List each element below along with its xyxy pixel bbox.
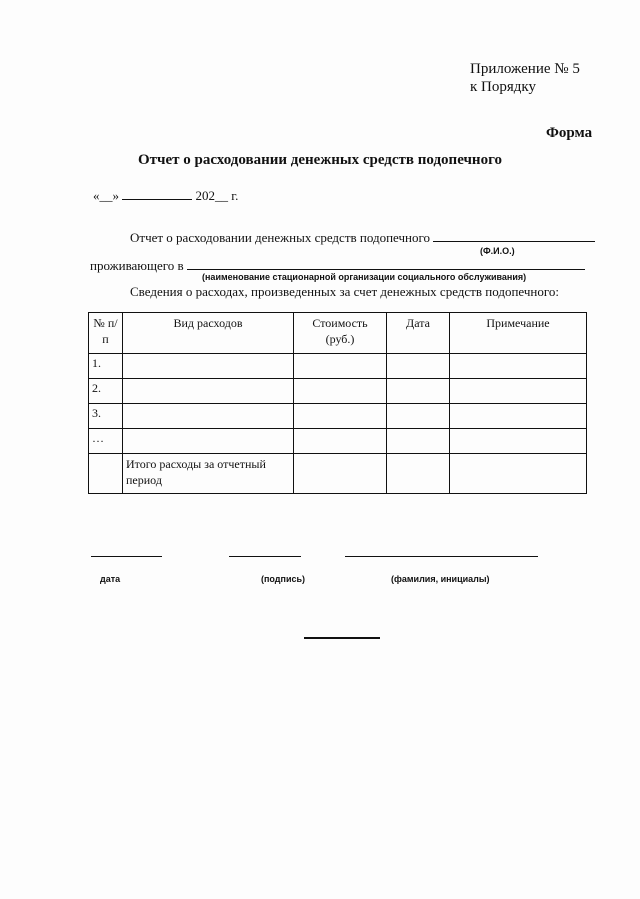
cost-cell[interactable]	[294, 404, 387, 429]
year-field[interactable]: 202__ г.	[195, 188, 239, 203]
expenses-table	[88, 312, 587, 494]
day-field[interactable]: «__»	[93, 188, 119, 203]
expense-type-cell[interactable]	[123, 354, 294, 379]
expense-type-cell[interactable]	[123, 404, 294, 429]
note-cell[interactable]	[450, 429, 587, 454]
header-date: Дата	[387, 313, 450, 354]
month-field[interactable]	[122, 187, 192, 200]
row-number: 1.	[89, 354, 123, 379]
cost-cell[interactable]	[294, 429, 387, 454]
date-cell[interactable]	[387, 404, 450, 429]
total-label-cell: Итого расходы за отчетный период	[123, 454, 294, 494]
expenses-info: Сведения о расходах, произведенных за счет денежных средств подопечного:	[130, 284, 559, 299]
fio-hint: (Ф.И.О.)	[480, 246, 515, 256]
table-row	[89, 354, 587, 379]
date-cell[interactable]	[387, 379, 450, 404]
header-note: Примечание	[450, 313, 587, 354]
row-number: 2.	[89, 379, 123, 404]
report-line	[130, 229, 595, 246]
appendix-reference	[470, 60, 580, 96]
date-cell[interactable]	[387, 354, 450, 379]
name-label: (фамилия, инициалы)	[391, 574, 490, 584]
table-row	[89, 404, 587, 429]
total-date-cell[interactable]	[387, 454, 450, 494]
date-signature-line[interactable]	[91, 556, 162, 557]
total-cost-cell[interactable]	[294, 454, 387, 494]
row-number: 3.	[89, 404, 123, 429]
end-divider	[304, 637, 380, 639]
living-in-text: проживающего в	[90, 258, 184, 273]
signature-line[interactable]	[229, 556, 301, 557]
expense-type-cell[interactable]	[123, 379, 294, 404]
expense-type-cell[interactable]	[123, 429, 294, 454]
cost-cell[interactable]	[294, 379, 387, 404]
header-expense-type: Вид расходов	[123, 313, 294, 354]
organization-hint: (наименование стационарной организации социального обслуживания)	[202, 272, 527, 282]
date-label: дата	[100, 574, 121, 584]
fio-field[interactable]	[433, 229, 595, 242]
header-number: № п/п	[89, 313, 123, 354]
cost-cell[interactable]	[294, 354, 387, 379]
appendix-order: к Порядку	[470, 79, 536, 95]
row-number: …	[89, 429, 123, 454]
header-cost: Стоимость (руб.)	[294, 313, 387, 354]
form-label: Форма	[546, 125, 593, 141]
row-number	[89, 454, 123, 494]
note-cell[interactable]	[450, 354, 587, 379]
table-row	[89, 379, 587, 404]
appendix-number: Приложение № 5	[470, 61, 580, 77]
report-of-text: Отчет о расходовании денежных средств подопечного	[130, 230, 430, 245]
name-signature-line[interactable]	[345, 556, 538, 557]
table-total-row	[89, 454, 587, 494]
note-cell[interactable]	[450, 404, 587, 429]
document-title: Отчет о расходовании денежных средств подопечного	[137, 152, 503, 168]
date-cell[interactable]	[387, 429, 450, 454]
note-cell[interactable]	[450, 379, 587, 404]
signature-label: (подпись)	[261, 574, 306, 584]
table-row	[89, 429, 587, 454]
total-note-cell[interactable]	[450, 454, 587, 494]
organization-field[interactable]	[187, 257, 585, 270]
date-line	[93, 187, 238, 204]
table-header-row	[89, 313, 587, 354]
